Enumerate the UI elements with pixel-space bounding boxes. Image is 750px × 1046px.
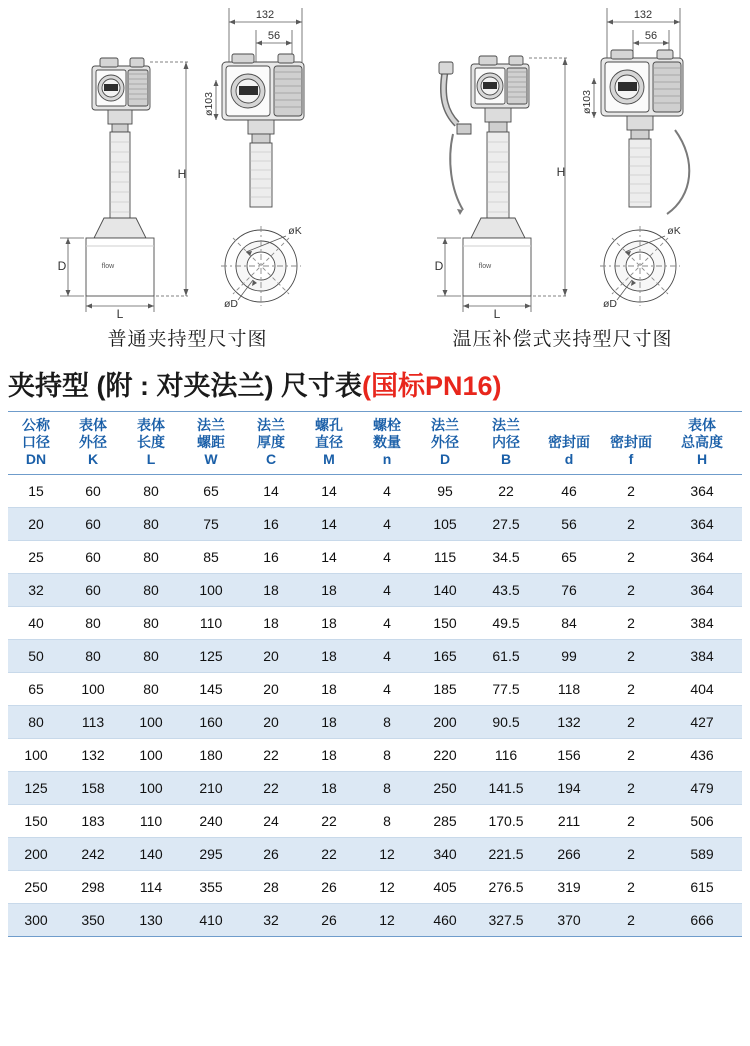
cell-l: 110 [122, 805, 180, 838]
cell-seal-d: 56 [538, 508, 600, 541]
cell-w: 100 [180, 574, 242, 607]
cell-c: 18 [242, 607, 300, 640]
table-row [8, 772, 742, 805]
cell-w: 160 [180, 706, 242, 739]
cell-k: 80 [64, 640, 122, 673]
cell-h: 589 [662, 838, 742, 871]
cell-w: 240 [180, 805, 242, 838]
cell-w: 65 [180, 475, 242, 508]
cell-h: 404 [662, 673, 742, 706]
cell-c: 16 [242, 508, 300, 541]
cell-c: 16 [242, 541, 300, 574]
cell-seal-f: 2 [600, 871, 662, 904]
cell-w: 75 [180, 508, 242, 541]
cell-b: 90.5 [474, 706, 538, 739]
cell-dn: 40 [8, 607, 64, 640]
cell-w: 355 [180, 871, 242, 904]
cell-l: 80 [122, 673, 180, 706]
table-body [8, 475, 742, 937]
cell-seal-d: 156 [538, 739, 600, 772]
cell-seal-d: 370 [538, 904, 600, 937]
col-header-w-line2: 螺距 [197, 434, 225, 451]
cell-seal-f: 2 [600, 772, 662, 805]
cell-c: 32 [242, 904, 300, 937]
table-row [8, 574, 742, 607]
col-header-l-line1: 表体 [137, 417, 165, 433]
cell-seal-d: 266 [538, 838, 600, 871]
col-header-c-line1: 法兰 [257, 417, 285, 433]
dim-dD-left: øD [224, 298, 238, 310]
cell-seal-f: 2 [600, 805, 662, 838]
cell-k: 350 [64, 904, 122, 937]
col-header-n-line1: 螺栓 [373, 417, 401, 433]
col-header-b-inner-line2: 内径 [492, 434, 520, 451]
cell-n: 8 [358, 805, 416, 838]
table-row [8, 871, 742, 904]
dim-dD-right: øD [603, 298, 617, 310]
cell-b: 77.5 [474, 673, 538, 706]
table-row [8, 904, 742, 937]
dim-L-left: L [116, 307, 124, 318]
col-header-total-height-line2: 总高度 [681, 434, 723, 451]
cell-k: 60 [64, 475, 122, 508]
cell-h: 384 [662, 607, 742, 640]
cell-seal-f: 2 [600, 739, 662, 772]
cell-c: 28 [242, 871, 300, 904]
cell-k: 158 [64, 772, 122, 805]
col-header-d-outer-line1: 法兰 [431, 417, 459, 433]
cell-dn: 80 [8, 706, 64, 739]
dim-132-left: 132 [255, 9, 275, 21]
cell-w: 295 [180, 838, 242, 871]
col-header-m-line2: 直径 [315, 434, 343, 451]
cell-m: 18 [300, 607, 358, 640]
col-header-seal-f-line2: 密封面 [610, 434, 652, 451]
table-row [8, 805, 742, 838]
cell-k: 100 [64, 673, 122, 706]
dim-56-right: 56 [644, 30, 658, 42]
cell-d: 460 [416, 904, 474, 937]
cell-m: 18 [300, 640, 358, 673]
table-row [8, 475, 742, 508]
dim-dK-right: øK [667, 225, 681, 237]
cell-l: 114 [122, 871, 180, 904]
cell-k: 183 [64, 805, 122, 838]
cell-n: 4 [358, 475, 416, 508]
col-header-k-line2: 外径 [79, 434, 107, 451]
cell-dn: 15 [8, 475, 64, 508]
cell-c: 20 [242, 640, 300, 673]
cell-d: 200 [416, 706, 474, 739]
figure-captions [0, 318, 750, 358]
cell-seal-d: 118 [538, 673, 600, 706]
cell-h: 479 [662, 772, 742, 805]
col-header-l [122, 412, 180, 475]
drawings-area [0, 0, 750, 318]
dim-d103-right: ø103 [581, 90, 593, 114]
col-header-w-line1: 法兰 [197, 417, 225, 433]
cell-dn: 50 [8, 640, 64, 673]
col-header-n-symbol: n [382, 451, 392, 468]
cell-n: 8 [358, 706, 416, 739]
cell-n: 12 [358, 838, 416, 871]
cell-dn: 300 [8, 904, 64, 937]
cell-m: 18 [300, 673, 358, 706]
cell-w: 410 [180, 904, 242, 937]
figure-standard-clamp [0, 0, 375, 318]
cell-m: 14 [300, 475, 358, 508]
col-header-d-outer-symbol: D [439, 451, 451, 468]
cell-h: 384 [662, 640, 742, 673]
cell-seal-d: 319 [538, 871, 600, 904]
cell-seal-f: 2 [600, 640, 662, 673]
cell-b: 221.5 [474, 838, 538, 871]
figure-temp-pressure-compensated-clamp [375, 0, 750, 318]
cell-d: 115 [416, 541, 474, 574]
col-header-m [300, 412, 358, 475]
col-header-w [180, 412, 242, 475]
body-logo-right: flow [478, 263, 492, 270]
col-header-total-height-line1: 表体 [688, 417, 716, 433]
cell-dn: 200 [8, 838, 64, 871]
cell-n: 4 [358, 640, 416, 673]
cell-b: 170.5 [474, 805, 538, 838]
cell-m: 18 [300, 772, 358, 805]
cell-h: 436 [662, 739, 742, 772]
cell-b: 43.5 [474, 574, 538, 607]
col-header-seal-f-symbol: f [628, 451, 634, 468]
cell-c: 14 [242, 475, 300, 508]
cell-l: 100 [122, 706, 180, 739]
cell-seal-f: 2 [600, 904, 662, 937]
body-logo-left: flow [101, 263, 115, 270]
cell-h: 364 [662, 508, 742, 541]
cell-dn: 20 [8, 508, 64, 541]
cell-d: 250 [416, 772, 474, 805]
cell-seal-f: 2 [600, 541, 662, 574]
cell-d: 165 [416, 640, 474, 673]
cell-h: 364 [662, 541, 742, 574]
cell-seal-d: 84 [538, 607, 600, 640]
cell-k: 298 [64, 871, 122, 904]
col-header-seal-d-symbol: d [564, 451, 574, 468]
dim-132-right: 132 [633, 9, 653, 21]
cell-d: 340 [416, 838, 474, 871]
cell-d: 95 [416, 475, 474, 508]
cell-dn: 100 [8, 739, 64, 772]
cell-dn: 125 [8, 772, 64, 805]
col-header-c-symbol: C [265, 451, 277, 468]
table-header-row [8, 412, 742, 475]
cell-k: 60 [64, 541, 122, 574]
cell-w: 210 [180, 772, 242, 805]
table-title-main: 夹持型 (附 : 对夹法兰) 尺寸表 [8, 371, 362, 401]
cell-d: 105 [416, 508, 474, 541]
cell-h: 364 [662, 574, 742, 607]
col-header-b-inner-line1: 法兰 [492, 417, 520, 433]
col-header-c [242, 412, 300, 475]
cell-n: 4 [358, 607, 416, 640]
cell-c: 20 [242, 706, 300, 739]
cell-m: 18 [300, 739, 358, 772]
dim-L-right: L [493, 307, 501, 318]
cell-h: 666 [662, 904, 742, 937]
cell-d: 185 [416, 673, 474, 706]
col-header-m-line1: 螺孔 [315, 417, 343, 433]
cell-seal-d: 194 [538, 772, 600, 805]
col-header-k [64, 412, 122, 475]
cell-n: 8 [358, 739, 416, 772]
cell-w: 180 [180, 739, 242, 772]
cell-c: 20 [242, 673, 300, 706]
col-header-d-outer [416, 412, 474, 475]
col-header-l-line2: 长度 [137, 434, 165, 451]
cell-n: 4 [358, 574, 416, 607]
col-header-n [358, 412, 416, 475]
cell-seal-f: 2 [600, 508, 662, 541]
cell-seal-d: 46 [538, 475, 600, 508]
cell-b: 61.5 [474, 640, 538, 673]
col-header-total-height-symbol: H [696, 451, 708, 468]
cell-c: 22 [242, 739, 300, 772]
cell-m: 14 [300, 541, 358, 574]
col-header-k-symbol: K [87, 451, 99, 468]
cell-l: 100 [122, 739, 180, 772]
cell-k: 132 [64, 739, 122, 772]
cell-n: 4 [358, 508, 416, 541]
table-title [8, 364, 750, 403]
cell-dn: 150 [8, 805, 64, 838]
cell-l: 80 [122, 607, 180, 640]
col-header-b-inner [474, 412, 538, 475]
cell-m: 22 [300, 838, 358, 871]
cell-w: 110 [180, 607, 242, 640]
cell-b: 34.5 [474, 541, 538, 574]
dim-D-left: D [57, 259, 67, 273]
col-header-total-height [662, 412, 742, 475]
col-header-dn-symbol: DN [25, 451, 47, 468]
cell-h: 615 [662, 871, 742, 904]
cell-l: 80 [122, 475, 180, 508]
col-header-c-line2: 厚度 [257, 434, 285, 451]
cell-c: 18 [242, 574, 300, 607]
dimension-table [8, 411, 742, 937]
cell-k: 60 [64, 508, 122, 541]
cell-m: 22 [300, 805, 358, 838]
cell-seal-f: 2 [600, 574, 662, 607]
cell-b: 276.5 [474, 871, 538, 904]
cell-seal-f: 2 [600, 673, 662, 706]
cell-seal-d: 132 [538, 706, 600, 739]
caption-temp-pressure-clamp: 温压补偿式夹持型尺寸图 [452, 329, 673, 350]
table-title-standard: (国标PN16) [361, 371, 502, 401]
cell-b: 27.5 [474, 508, 538, 541]
cell-m: 14 [300, 508, 358, 541]
cell-h: 427 [662, 706, 742, 739]
cell-l: 130 [122, 904, 180, 937]
col-header-dn-line2: 口径 [22, 434, 50, 451]
col-header-k-line1: 表体 [79, 417, 107, 433]
cell-l: 100 [122, 772, 180, 805]
cell-m: 18 [300, 574, 358, 607]
cell-l: 80 [122, 541, 180, 574]
cell-seal-d: 211 [538, 805, 600, 838]
cell-n: 4 [358, 673, 416, 706]
cell-seal-d: 76 [538, 574, 600, 607]
dim-H-right: H [556, 165, 566, 179]
table-row [8, 541, 742, 574]
cell-l: 80 [122, 574, 180, 607]
cell-w: 125 [180, 640, 242, 673]
cell-d: 220 [416, 739, 474, 772]
table-row [8, 706, 742, 739]
cell-dn: 250 [8, 871, 64, 904]
cell-k: 113 [64, 706, 122, 739]
cell-n: 12 [358, 904, 416, 937]
cell-m: 18 [300, 706, 358, 739]
table-row [8, 640, 742, 673]
table-row [8, 838, 742, 871]
dim-d103-left: ø103 [203, 92, 215, 116]
cell-d: 140 [416, 574, 474, 607]
table-row [8, 607, 742, 640]
cell-dn: 65 [8, 673, 64, 706]
cell-n: 4 [358, 541, 416, 574]
col-header-seal-d [538, 412, 600, 475]
cell-n: 8 [358, 772, 416, 805]
col-header-n-line2: 数量 [373, 434, 401, 451]
cell-seal-d: 65 [538, 541, 600, 574]
cell-l: 80 [122, 640, 180, 673]
cell-b: 116 [474, 739, 538, 772]
cell-b: 49.5 [474, 607, 538, 640]
dim-dK-left: øK [288, 225, 302, 237]
cell-c: 24 [242, 805, 300, 838]
cell-w: 85 [180, 541, 242, 574]
dim-D-right: D [434, 259, 444, 273]
cell-c: 26 [242, 838, 300, 871]
table-row [8, 739, 742, 772]
col-header-seal-f [600, 412, 662, 475]
cell-d: 150 [416, 607, 474, 640]
col-header-m-symbol: M [323, 451, 335, 468]
cell-seal-f: 2 [600, 607, 662, 640]
col-header-l-symbol: L [146, 451, 156, 468]
cell-d: 405 [416, 871, 474, 904]
cell-k: 60 [64, 574, 122, 607]
col-header-d-outer-line2: 外径 [431, 434, 459, 451]
col-header-b-inner-symbol: B [500, 451, 512, 468]
col-header-seal-d-line2: 密封面 [548, 434, 590, 451]
col-header-w-symbol: W [204, 451, 218, 468]
cell-w: 145 [180, 673, 242, 706]
cell-seal-f: 2 [600, 838, 662, 871]
cell-l: 140 [122, 838, 180, 871]
caption-standard-clamp: 普通夹持型尺寸图 [107, 329, 268, 350]
cell-m: 26 [300, 904, 358, 937]
dim-H-left: H [177, 167, 187, 181]
cell-seal-f: 2 [600, 706, 662, 739]
cell-c: 22 [242, 772, 300, 805]
cell-m: 26 [300, 871, 358, 904]
cell-k: 242 [64, 838, 122, 871]
cell-h: 506 [662, 805, 742, 838]
cell-d: 285 [416, 805, 474, 838]
cell-k: 80 [64, 607, 122, 640]
col-header-dn [8, 412, 64, 475]
table-row [8, 673, 742, 706]
cell-h: 364 [662, 475, 742, 508]
cell-b: 141.5 [474, 772, 538, 805]
cell-b: 22 [474, 475, 538, 508]
col-header-dn-line1: 公称 [22, 417, 50, 433]
table-row [8, 508, 742, 541]
cell-seal-f: 2 [600, 475, 662, 508]
cell-dn: 25 [8, 541, 64, 574]
cell-dn: 32 [8, 574, 64, 607]
cell-seal-d: 99 [538, 640, 600, 673]
cell-b: 327.5 [474, 904, 538, 937]
cell-l: 80 [122, 508, 180, 541]
cell-n: 12 [358, 871, 416, 904]
dim-56-left: 56 [267, 30, 281, 42]
